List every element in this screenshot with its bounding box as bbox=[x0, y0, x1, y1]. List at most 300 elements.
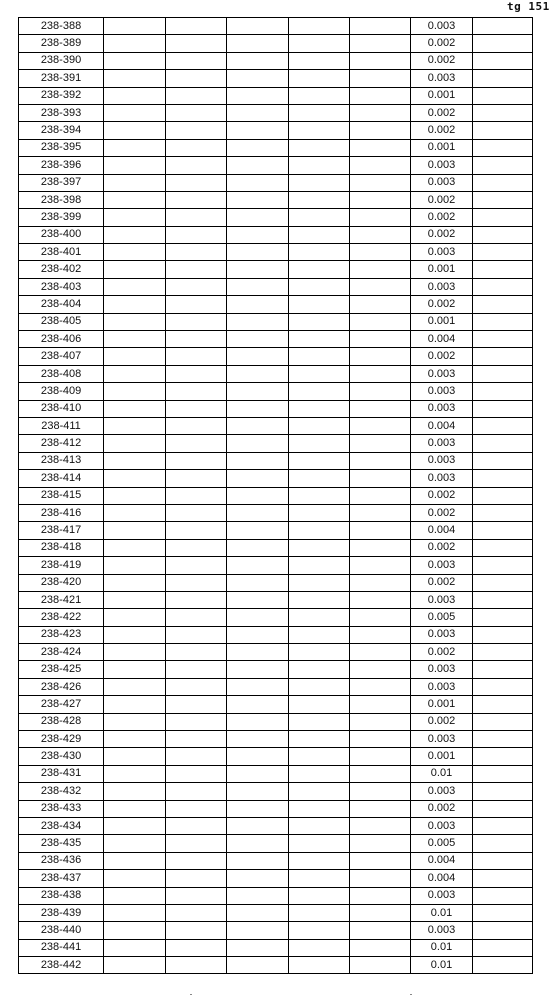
value-cell: 0.002 bbox=[411, 122, 473, 139]
empty-cell bbox=[166, 52, 227, 69]
sample-id-cell: 238-417 bbox=[19, 522, 104, 539]
page-tag: tg 151 bbox=[507, 0, 550, 13]
empty-cell bbox=[289, 800, 350, 817]
empty-cell bbox=[104, 261, 166, 278]
empty-cell bbox=[350, 870, 411, 887]
empty-cell bbox=[289, 383, 350, 400]
table-row bbox=[19, 18, 533, 35]
empty-cell bbox=[350, 922, 411, 939]
empty-cell bbox=[104, 887, 166, 904]
empty-cell bbox=[473, 609, 533, 626]
table-row bbox=[19, 870, 533, 887]
empty-cell bbox=[166, 104, 227, 121]
empty-cell bbox=[289, 852, 350, 869]
empty-cell bbox=[473, 278, 533, 295]
empty-cell bbox=[473, 957, 533, 974]
empty-cell bbox=[104, 800, 166, 817]
empty-cell bbox=[289, 348, 350, 365]
table-row bbox=[19, 209, 533, 226]
empty-cell bbox=[289, 174, 350, 191]
empty-cell bbox=[227, 365, 289, 382]
empty-cell bbox=[104, 661, 166, 678]
value-cell: 0.002 bbox=[411, 35, 473, 52]
empty-cell bbox=[166, 191, 227, 208]
sample-id-cell: 238-430 bbox=[19, 748, 104, 765]
empty-cell bbox=[289, 261, 350, 278]
value-cell: 0.003 bbox=[411, 626, 473, 643]
empty-cell bbox=[350, 574, 411, 591]
empty-cell bbox=[289, 922, 350, 939]
sample-id-cell: 238-421 bbox=[19, 591, 104, 608]
empty-cell bbox=[166, 296, 227, 313]
value-cell: 0.003 bbox=[411, 244, 473, 261]
empty-cell bbox=[350, 800, 411, 817]
empty-cell bbox=[166, 678, 227, 695]
empty-cell bbox=[350, 539, 411, 556]
empty-cell bbox=[104, 487, 166, 504]
empty-cell bbox=[289, 574, 350, 591]
sample-id-cell: 238-416 bbox=[19, 504, 104, 521]
empty-cell bbox=[350, 783, 411, 800]
table-row bbox=[19, 887, 533, 904]
value-cell: 0.005 bbox=[411, 609, 473, 626]
empty-cell bbox=[227, 817, 289, 834]
table-row bbox=[19, 557, 533, 574]
empty-cell bbox=[350, 35, 411, 52]
sample-id-cell: 238-420 bbox=[19, 574, 104, 591]
empty-cell bbox=[166, 70, 227, 87]
sample-id-cell: 238-428 bbox=[19, 713, 104, 730]
sample-id-cell: 238-439 bbox=[19, 904, 104, 921]
scan-mark bbox=[190, 994, 192, 995]
empty-cell bbox=[289, 52, 350, 69]
empty-cell bbox=[104, 835, 166, 852]
empty-cell bbox=[166, 522, 227, 539]
empty-cell bbox=[350, 661, 411, 678]
empty-cell bbox=[289, 557, 350, 574]
value-cell: 0.002 bbox=[411, 226, 473, 243]
value-cell: 0.003 bbox=[411, 678, 473, 695]
table-row bbox=[19, 191, 533, 208]
sample-id-cell: 238-435 bbox=[19, 835, 104, 852]
sample-id-cell: 238-396 bbox=[19, 157, 104, 174]
table-row bbox=[19, 678, 533, 695]
empty-cell bbox=[227, 400, 289, 417]
value-cell: 0.002 bbox=[411, 104, 473, 121]
empty-cell bbox=[104, 174, 166, 191]
value-cell: 0.002 bbox=[411, 348, 473, 365]
value-cell: 0.003 bbox=[411, 731, 473, 748]
empty-cell bbox=[104, 383, 166, 400]
empty-cell bbox=[166, 574, 227, 591]
empty-cell bbox=[227, 939, 289, 956]
empty-cell bbox=[289, 644, 350, 661]
empty-cell bbox=[104, 574, 166, 591]
empty-cell bbox=[104, 626, 166, 643]
table-row bbox=[19, 922, 533, 939]
empty-cell bbox=[227, 904, 289, 921]
empty-cell bbox=[289, 591, 350, 608]
empty-cell bbox=[104, 209, 166, 226]
empty-cell bbox=[166, 504, 227, 521]
empty-cell bbox=[350, 626, 411, 643]
sample-id-cell: 238-431 bbox=[19, 765, 104, 782]
table-row bbox=[19, 800, 533, 817]
empty-cell bbox=[473, 539, 533, 556]
empty-cell bbox=[473, 904, 533, 921]
empty-cell bbox=[473, 52, 533, 69]
empty-cell bbox=[473, 70, 533, 87]
empty-cell bbox=[166, 765, 227, 782]
empty-cell bbox=[104, 157, 166, 174]
empty-cell bbox=[227, 557, 289, 574]
empty-cell bbox=[104, 417, 166, 434]
table-row bbox=[19, 174, 533, 191]
empty-cell bbox=[289, 748, 350, 765]
table-row bbox=[19, 661, 533, 678]
empty-cell bbox=[166, 331, 227, 348]
table-row bbox=[19, 731, 533, 748]
empty-cell bbox=[350, 731, 411, 748]
empty-cell bbox=[166, 852, 227, 869]
empty-cell bbox=[350, 452, 411, 469]
empty-cell bbox=[166, 400, 227, 417]
empty-cell bbox=[350, 226, 411, 243]
sample-id-cell: 238-437 bbox=[19, 870, 104, 887]
empty-cell bbox=[104, 696, 166, 713]
empty-cell bbox=[350, 852, 411, 869]
empty-cell bbox=[227, 609, 289, 626]
table-row bbox=[19, 817, 533, 834]
empty-cell bbox=[104, 400, 166, 417]
table-row bbox=[19, 644, 533, 661]
empty-cell bbox=[227, 487, 289, 504]
empty-cell bbox=[473, 504, 533, 521]
sample-id-cell: 238-395 bbox=[19, 139, 104, 156]
empty-cell bbox=[473, 783, 533, 800]
empty-cell bbox=[350, 591, 411, 608]
table-row bbox=[19, 87, 533, 104]
empty-cell bbox=[227, 52, 289, 69]
sample-id-cell: 238-391 bbox=[19, 70, 104, 87]
empty-cell bbox=[289, 191, 350, 208]
empty-cell bbox=[166, 835, 227, 852]
table-row bbox=[19, 313, 533, 330]
value-cell: 0.001 bbox=[411, 696, 473, 713]
empty-cell bbox=[166, 122, 227, 139]
table-row bbox=[19, 348, 533, 365]
empty-cell bbox=[473, 678, 533, 695]
value-cell: 0.002 bbox=[411, 713, 473, 730]
table-row bbox=[19, 157, 533, 174]
empty-cell bbox=[166, 870, 227, 887]
empty-cell bbox=[166, 557, 227, 574]
table-row bbox=[19, 452, 533, 469]
empty-cell bbox=[473, 713, 533, 730]
table-row bbox=[19, 939, 533, 956]
empty-cell bbox=[227, 591, 289, 608]
table-row bbox=[19, 52, 533, 69]
sample-id-cell: 238-424 bbox=[19, 644, 104, 661]
empty-cell bbox=[350, 470, 411, 487]
empty-cell bbox=[350, 87, 411, 104]
empty-cell bbox=[227, 18, 289, 35]
empty-cell bbox=[289, 87, 350, 104]
empty-cell bbox=[166, 731, 227, 748]
empty-cell bbox=[473, 226, 533, 243]
sample-id-cell: 238-425 bbox=[19, 661, 104, 678]
empty-cell bbox=[166, 783, 227, 800]
value-cell: 0.001 bbox=[411, 261, 473, 278]
table-row bbox=[19, 957, 533, 974]
value-cell: 0.003 bbox=[411, 18, 473, 35]
empty-cell bbox=[104, 18, 166, 35]
empty-cell bbox=[166, 278, 227, 295]
empty-cell bbox=[289, 331, 350, 348]
value-cell: 0.01 bbox=[411, 939, 473, 956]
empty-cell bbox=[104, 104, 166, 121]
empty-cell bbox=[166, 887, 227, 904]
table-row bbox=[19, 852, 533, 869]
empty-cell bbox=[227, 539, 289, 556]
empty-cell bbox=[227, 852, 289, 869]
empty-cell bbox=[289, 904, 350, 921]
table-row bbox=[19, 104, 533, 121]
empty-cell bbox=[104, 783, 166, 800]
value-cell: 0.002 bbox=[411, 539, 473, 556]
empty-cell bbox=[350, 18, 411, 35]
empty-cell bbox=[473, 122, 533, 139]
sample-id-cell: 238-434 bbox=[19, 817, 104, 834]
empty-cell bbox=[227, 313, 289, 330]
empty-cell bbox=[350, 817, 411, 834]
empty-cell bbox=[473, 18, 533, 35]
value-cell: 0.003 bbox=[411, 157, 473, 174]
value-cell: 0.002 bbox=[411, 800, 473, 817]
empty-cell bbox=[104, 35, 166, 52]
empty-cell bbox=[227, 87, 289, 104]
empty-cell bbox=[166, 435, 227, 452]
value-cell: 0.003 bbox=[411, 470, 473, 487]
empty-cell bbox=[473, 87, 533, 104]
table-row bbox=[19, 331, 533, 348]
empty-cell bbox=[350, 348, 411, 365]
value-cell: 0.003 bbox=[411, 783, 473, 800]
sample-id-cell: 238-388 bbox=[19, 18, 104, 35]
value-cell: 0.01 bbox=[411, 765, 473, 782]
empty-cell bbox=[473, 765, 533, 782]
empty-cell bbox=[289, 731, 350, 748]
empty-cell bbox=[227, 783, 289, 800]
empty-cell bbox=[350, 104, 411, 121]
empty-cell bbox=[104, 817, 166, 834]
empty-cell bbox=[227, 887, 289, 904]
sample-id-cell: 238-397 bbox=[19, 174, 104, 191]
sample-id-cell: 238-414 bbox=[19, 470, 104, 487]
empty-cell bbox=[350, 887, 411, 904]
value-cell: 0.003 bbox=[411, 435, 473, 452]
value-cell: 0.002 bbox=[411, 487, 473, 504]
empty-cell bbox=[350, 331, 411, 348]
empty-cell bbox=[227, 765, 289, 782]
empty-cell bbox=[227, 626, 289, 643]
table-row bbox=[19, 904, 533, 921]
empty-cell bbox=[289, 539, 350, 556]
empty-cell bbox=[227, 522, 289, 539]
empty-cell bbox=[289, 870, 350, 887]
empty-cell bbox=[289, 157, 350, 174]
table-row bbox=[19, 226, 533, 243]
sample-id-cell: 238-393 bbox=[19, 104, 104, 121]
scan-mark bbox=[410, 994, 412, 995]
empty-cell bbox=[227, 70, 289, 87]
value-cell: 0.002 bbox=[411, 504, 473, 521]
sample-id-cell: 238-426 bbox=[19, 678, 104, 695]
empty-cell bbox=[289, 70, 350, 87]
empty-cell bbox=[289, 765, 350, 782]
empty-cell bbox=[227, 574, 289, 591]
empty-cell bbox=[166, 539, 227, 556]
empty-cell bbox=[166, 644, 227, 661]
empty-cell bbox=[166, 800, 227, 817]
empty-cell bbox=[350, 557, 411, 574]
empty-cell bbox=[350, 939, 411, 956]
empty-cell bbox=[227, 331, 289, 348]
empty-cell bbox=[350, 365, 411, 382]
table-row bbox=[19, 696, 533, 713]
empty-cell bbox=[166, 609, 227, 626]
table-row bbox=[19, 244, 533, 261]
table-row bbox=[19, 504, 533, 521]
value-cell: 0.004 bbox=[411, 522, 473, 539]
empty-cell bbox=[289, 313, 350, 330]
empty-cell bbox=[227, 731, 289, 748]
empty-cell bbox=[289, 661, 350, 678]
empty-cell bbox=[166, 904, 227, 921]
empty-cell bbox=[473, 487, 533, 504]
value-cell: 0.001 bbox=[411, 748, 473, 765]
empty-cell bbox=[166, 244, 227, 261]
value-cell: 0.003 bbox=[411, 174, 473, 191]
empty-cell bbox=[350, 400, 411, 417]
table-row bbox=[19, 417, 533, 434]
empty-cell bbox=[350, 696, 411, 713]
empty-cell bbox=[227, 800, 289, 817]
empty-cell bbox=[350, 244, 411, 261]
empty-cell bbox=[350, 296, 411, 313]
empty-cell bbox=[473, 939, 533, 956]
empty-cell bbox=[104, 365, 166, 382]
empty-cell bbox=[166, 487, 227, 504]
empty-cell bbox=[350, 383, 411, 400]
empty-cell bbox=[227, 678, 289, 695]
sample-id-cell: 238-410 bbox=[19, 400, 104, 417]
empty-cell bbox=[104, 922, 166, 939]
sample-id-cell: 238-406 bbox=[19, 331, 104, 348]
sample-id-cell: 238-392 bbox=[19, 87, 104, 104]
empty-cell bbox=[473, 191, 533, 208]
value-cell: 0.005 bbox=[411, 835, 473, 852]
empty-cell bbox=[166, 348, 227, 365]
empty-cell bbox=[473, 400, 533, 417]
empty-cell bbox=[289, 35, 350, 52]
empty-cell bbox=[227, 122, 289, 139]
sample-id-cell: 238-411 bbox=[19, 417, 104, 434]
empty-cell bbox=[104, 957, 166, 974]
empty-cell bbox=[289, 18, 350, 35]
empty-cell bbox=[473, 470, 533, 487]
empty-cell bbox=[289, 504, 350, 521]
sample-id-cell: 238-419 bbox=[19, 557, 104, 574]
sample-id-cell: 238-438 bbox=[19, 887, 104, 904]
table-row bbox=[19, 296, 533, 313]
empty-cell bbox=[350, 765, 411, 782]
empty-cell bbox=[166, 591, 227, 608]
empty-cell bbox=[166, 452, 227, 469]
empty-cell bbox=[289, 244, 350, 261]
empty-cell bbox=[289, 417, 350, 434]
sample-id-cell: 238-423 bbox=[19, 626, 104, 643]
empty-cell bbox=[289, 278, 350, 295]
empty-cell bbox=[104, 226, 166, 243]
sample-id-cell: 238-427 bbox=[19, 696, 104, 713]
empty-cell bbox=[350, 174, 411, 191]
sample-id-cell: 238-429 bbox=[19, 731, 104, 748]
empty-cell bbox=[473, 104, 533, 121]
table-row bbox=[19, 470, 533, 487]
empty-cell bbox=[289, 435, 350, 452]
empty-cell bbox=[289, 887, 350, 904]
empty-cell bbox=[104, 139, 166, 156]
value-cell: 0.003 bbox=[411, 278, 473, 295]
value-cell: 0.003 bbox=[411, 70, 473, 87]
empty-cell bbox=[289, 400, 350, 417]
empty-cell bbox=[166, 209, 227, 226]
sample-id-cell: 238-436 bbox=[19, 852, 104, 869]
empty-cell bbox=[289, 678, 350, 695]
empty-cell bbox=[350, 713, 411, 730]
value-cell: 0.003 bbox=[411, 591, 473, 608]
empty-cell bbox=[350, 435, 411, 452]
value-cell: 0.001 bbox=[411, 313, 473, 330]
empty-cell bbox=[473, 748, 533, 765]
empty-cell bbox=[104, 870, 166, 887]
empty-cell bbox=[350, 487, 411, 504]
empty-cell bbox=[166, 957, 227, 974]
empty-cell bbox=[350, 278, 411, 295]
value-cell: 0.004 bbox=[411, 417, 473, 434]
empty-cell bbox=[227, 278, 289, 295]
empty-cell bbox=[104, 452, 166, 469]
empty-cell bbox=[350, 139, 411, 156]
empty-cell bbox=[227, 661, 289, 678]
empty-cell bbox=[289, 609, 350, 626]
sample-id-cell: 238-412 bbox=[19, 435, 104, 452]
value-cell: 0.002 bbox=[411, 644, 473, 661]
empty-cell bbox=[227, 452, 289, 469]
data-table bbox=[18, 17, 533, 974]
table-row bbox=[19, 400, 533, 417]
empty-cell bbox=[473, 261, 533, 278]
empty-cell bbox=[104, 313, 166, 330]
empty-cell bbox=[166, 157, 227, 174]
sample-id-cell: 238-404 bbox=[19, 296, 104, 313]
empty-cell bbox=[104, 678, 166, 695]
value-cell: 0.01 bbox=[411, 957, 473, 974]
empty-cell bbox=[104, 644, 166, 661]
table-row bbox=[19, 713, 533, 730]
empty-cell bbox=[227, 748, 289, 765]
